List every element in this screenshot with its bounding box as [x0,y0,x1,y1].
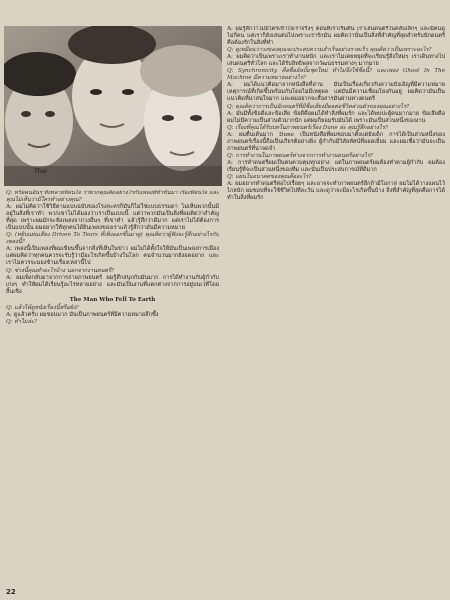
question-paragraph: Q: แผนในอนาคตของคุณคืออะไร? [227,173,312,180]
right-text-column [227,26,445,592]
answer-paragraph: A: ดูแล้วครับ ผมชอบมาก มันเป็นภาพยนตร์ที่มีความหมายลึกซึ้ง [6,311,159,318]
band-photo [4,26,222,186]
question-paragraph: Q: แล้วได้ดูหนังเรื่องนี้หรือยัง? [6,304,79,311]
photo-caption-tag: Thai [34,168,47,175]
left-text-column [6,190,219,590]
answer-paragraph: A: ผมเพิ่งกลับมาจากการถ่ายภาพยนตร์ ผมรู้สึกสนุกกับมันมาก การได้ทำงานกับผู้กำกับเก่งๆ ทำให้ผมได้เรียนรู้อะไรหลายอย่าง และมันเป็นงานที่แตกต่างจากการอยู่บนเวทีโดยสิ้นเชิง [6,274,219,295]
question-paragraph: Q: หรือคนอื่นๆ ทั้งหลายที่สนใจ ว่าพวกคุณคิดอย่างไรกับเพลงที่ทำขึ้นมา เรื่องที่สนใจ และคุณไม่เห็นว่ามีใครทำอย่างคุณ? [6,190,219,204]
answer-paragraph: A: ผมได้แนวคิดมาจากหนังสือที่อ่าน มันเป็นเรื่องเกี่ยวกับความบังเอิญที่มีความหมาย เหตุการณ์ที่เกิดขึ้นพร้อมกันโดยไม่มีเหตุผล แต่มันมีความเชื่อมโยงกันอยู่ ผมคิดว่ามันเป็นแนวคิดที่น่าสนใจมาก และผมอยากจะสื่อสารมันผ่านทางดนตรี [227,82,445,103]
question-paragraph: Q: (หยิบแผ่นเสียง Driven To Tears ที่เพิ่งออกขึ้นมาดู) คุณคิดว่าผู้ฟังจะรู้สึกอย่างไรกับเพลงนี้? [6,232,219,246]
question-paragraph: Q: คุณคิดว่าการเป็นนักดนตรีที่มีชื่อเสียงมีผลต่อชีวิตส่วนตัวของคุณอย่างไร? [227,103,410,110]
question-paragraph: Q: ทำไมล่ะ? [6,318,38,325]
band-photo-image [4,26,222,186]
answer-paragraph: A: ผมตื่นเต้นมาก Dune เป็นหนังสือที่ผมชอบมาตั้งแต่ยังเด็ก การได้เป็นส่วนหนึ่งของภาพยนตร์เรื่องนี้ถือเป็นเกียรติอย่างยิ่ง ผู้กำกับมีวิสัยทัศน์ที่ยอดเยี่ยม และผมเชื่อว่ามันจะเป็นภาพยนตร์ที่น่าจดจำ [227,131,445,152]
question-paragraph: Q: ดูเหมือนว่าวงของคุณจะประสบความสำเร็จอย่างรวดเร็ว คุณคิดว่าเป็นเพราะอะไร? [227,47,432,54]
question-paragraph: Q: Synchronicity คือชื่ออัลบั้มชุดใหม่ ทำไมจึงใช้ชื่อนี้? และเพลง Ghost In The Machine มีความหมายอย่างไร? [227,68,445,82]
answer-paragraph: A: ผมคิดว่าเป็นเพราะเราทำงานหนัก และเราไม่เคยหยุดที่จะเรียนรู้สิ่งใหม่ๆ เราเดินทางไปเล่นดนตรีทั่วโลก และได้รับอิทธิพลจากวัฒนธรรมต่างๆ มากมาย [227,54,445,68]
page-number: 22 [6,588,16,596]
answer-paragraph: A: ผมไม่คิดว่าใช้วิธีตามแบบฉบับของโรงละครก็มันก็ไม่ใช่แบบธรรมดา ไม่เห็นพวกนั้นมีอยู่ในสิ่งที่เราทำ พวกเขาไม่ได้มองว่าเราเป็นแบบนี้ แต่ว่าพวกมันเป็นสิ่งที่ผมคิดว่าสำคัญที่สุด เพราะผมมักจะฟังเพลงจากวงอื่นๆ ที่เขาทำ แล้วรู้สึกว่าดีมาก แต่เราไม่ได้ต้องการเป็นแบบนั้น ผมอยากให้ทุกคนได้ยินเพลงของเราแล้วรู้สึกว่ามันมีความหมาย [6,204,219,232]
section-title: The Man Who Fell To Earth [69,296,156,303]
question-paragraph: Q: การทำงานในภาพยนตร์ต่างจากการทำงานดนตรีอย่างไร? [227,152,373,159]
answer-paragraph: A: การทำดนตรีผมเป็นคนควบคุมทุกอย่าง แต่ในภาพยนตร์ผมต้องทำตามผู้กำกับ ผมต้องเรียนรู้ที่จะเป็นส่วนหนึ่งของทีม และนั่นเป็นประสบการณ์ที่ดีมาก [227,159,445,173]
question-paragraph: Q: เรื่องที่คุณได้รับบทในภาพยนตร์เรื่อง Dune ล่ะ คุณรู้สึกอย่างไร? [227,124,388,131]
answer-paragraph: A: ผมรู้สึกว่าไม่มีใครเข้าใจเราจริงๆ ตอนที่เราเริ่มต้น เราเล่นดนตรีในคลับเล็กๆ และมีคนดูไม่กี่คน แต่เราก็ยังเล่นต่อไปเพราะเรารักมัน ผมคิดว่านั่นเป็นสิ่งที่สำคัญที่สุดสำหรับนักดนตรี คือต้องรักในสิ่งที่ทำ [227,26,445,47]
question-paragraph: Q: ช่วงนี้คุณทำอะไรบ้าง นอกจากงานดนตรี? [6,267,115,274]
answer-paragraph: A: มันมีทั้งข้อดีและข้อเสีย ข้อดีคือผมได้ทำสิ่งที่ผมรัก และได้พบปะผู้คนมากมาย ข้อเสียคือผมไม่มีความเป็นส่วนตัวมากนัก แต่ผมก็ยอมรับมันได้ เพราะมันเป็นส่วนหนึ่งของงาน [227,110,445,124]
answer-paragraph: A: เพลงนี้เป็นเพลงที่ผมเขียนขึ้นจากสิ่งที่เห็นในข่าว ผมไม่ได้ตั้งใจให้มันเป็นเพลงการเมือง แต่ผมคิดว่าทุกคนควรจะรับรู้ว่ามีอะไรเกิดขึ้นบ้างในโลก คนจำนวนมากยังอดอยาก และเราไม่ควรจะมองข้ามเรื่องเหล่านี้ไป [6,246,219,267]
answer-paragraph: A: ผมอยากทำดนตรีต่อไปเรื่อยๆ และอาจจะทำภาพยนตร์อีกถ้ามีโอกาส ผมไม่ได้วางแผนไว้ไกลนัก ผมชอบที่จะใช้ชีวิตไปทีละวัน และดูว่าจะมีอะไรเกิดขึ้นบ้าง สิ่งที่สำคัญที่สุดคือการได้ทำในสิ่งที่ผมรัก [227,181,445,202]
